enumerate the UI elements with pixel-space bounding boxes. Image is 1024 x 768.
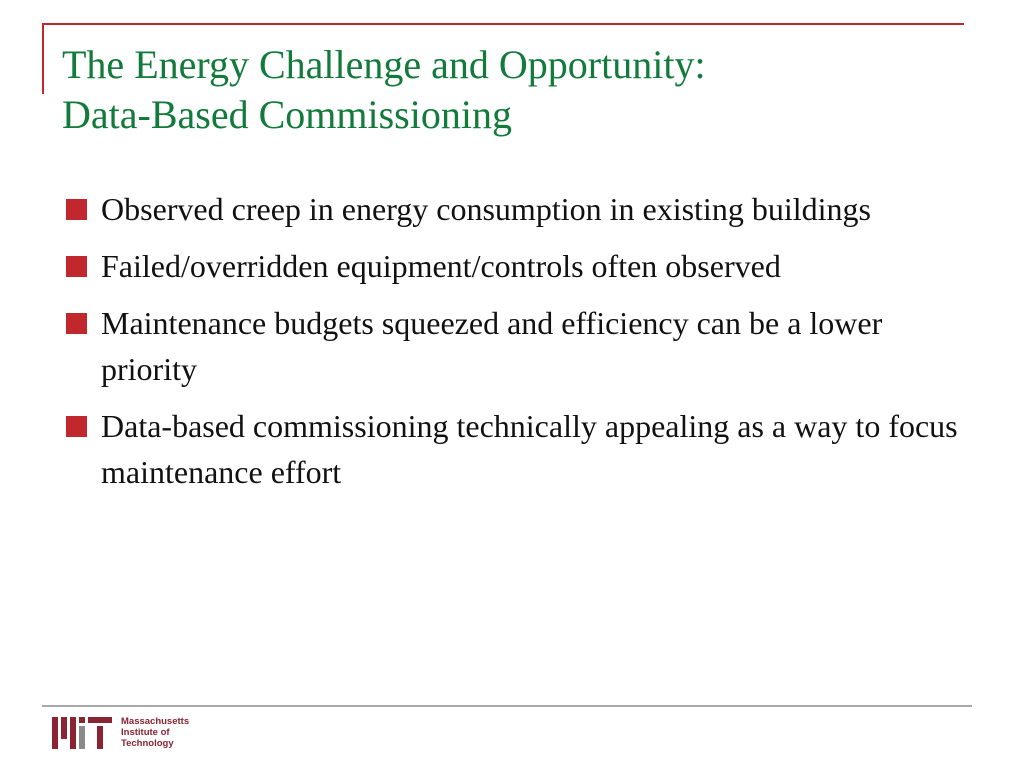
top-red-rule bbox=[42, 23, 964, 25]
mit-wordmark-line-2: Institute of bbox=[121, 727, 170, 738]
bullet-text: Failed/overridden equipment/controls often observed bbox=[101, 248, 781, 284]
slide-title-line-2: Data-Based Commissioning bbox=[62, 92, 512, 137]
mit-wordmark bbox=[121, 716, 189, 749]
bullet-item bbox=[66, 243, 966, 289]
bullet-item bbox=[66, 403, 966, 495]
bullet-item bbox=[66, 186, 966, 232]
bullet-list bbox=[66, 186, 966, 506]
mit-wordmark-line-1: Massachusetts bbox=[121, 716, 190, 727]
square-bullet-icon bbox=[66, 256, 87, 277]
mit-logo-icon bbox=[52, 715, 114, 749]
square-bullet-icon bbox=[66, 199, 87, 220]
square-bullet-icon bbox=[66, 313, 87, 334]
footer-gray-rule bbox=[42, 705, 972, 707]
bullet-text: Observed creep in energy consumption in existing buildings bbox=[101, 191, 871, 227]
bullet-text: Data-based commissioning technically appealing as a way to focus maintenance effort bbox=[101, 408, 958, 490]
slide-title-line-1: The Energy Challenge and Opportunity: bbox=[62, 42, 706, 87]
slide-title bbox=[62, 40, 962, 140]
left-red-rule bbox=[42, 23, 44, 94]
bullet-item bbox=[66, 300, 966, 392]
mit-wordmark-line-3: Technology bbox=[121, 738, 174, 749]
bullet-text: Maintenance budgets squeezed and efficiency can be a lower priority bbox=[101, 305, 883, 387]
square-bullet-icon bbox=[66, 416, 87, 437]
